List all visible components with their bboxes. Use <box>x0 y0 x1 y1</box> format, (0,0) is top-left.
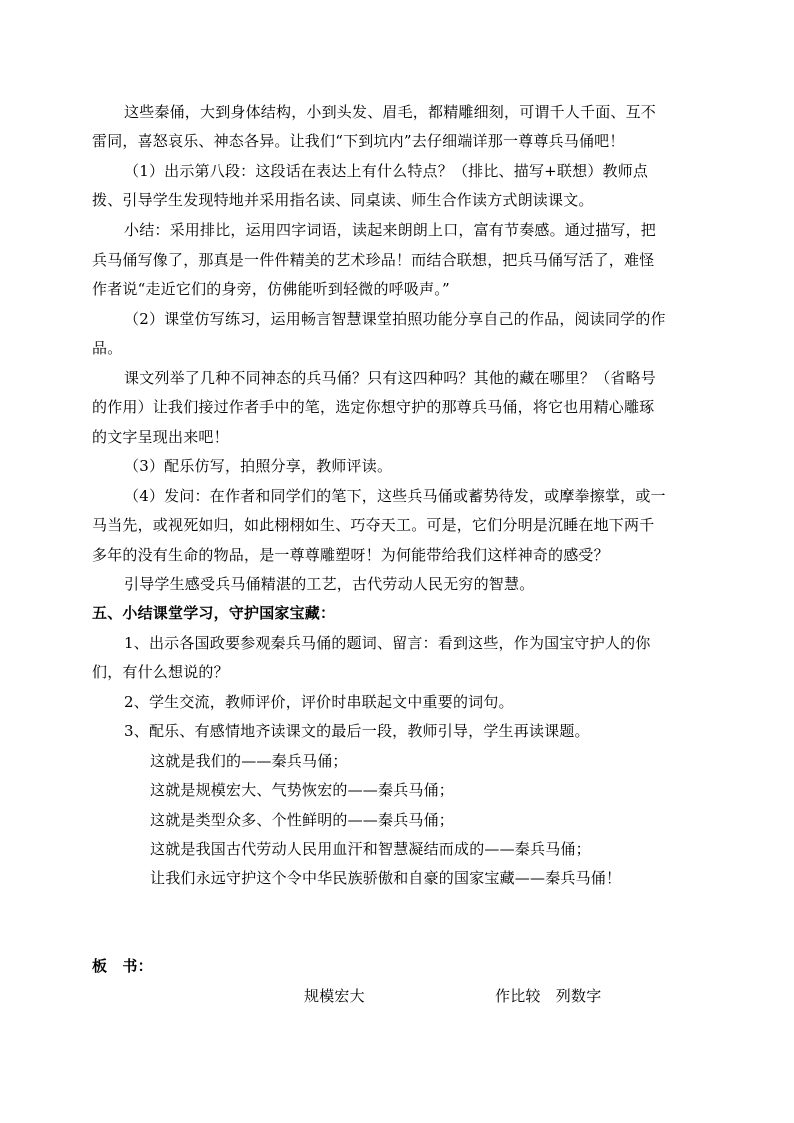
paragraph-line: 1、出示各国政要参观秦兵马俑的题词、留言：看到这些，作为国宝守护人的你 <box>124 634 651 652</box>
paragraph-line: 作者说“走近它们的身旁，仿佛能听到轻微的呼吸声。” <box>92 280 450 298</box>
paragraph-line: 3、配乐、有感情地齐读课文的最后一段，教师引导，学生再读课题。 <box>124 722 590 740</box>
board-label: 板 书： <box>92 957 153 975</box>
paragraph-line: （2）课堂仿写练习，运用畅言智慧课堂拍照功能分享自己的作品，阅读同学的作 <box>124 310 666 328</box>
paragraph-line: 课文列举了几种不同神态的兵马俑？只有这四种吗？其他的藏在哪里？（省略号 <box>124 369 657 387</box>
recitation-line: 这就是类型众多、个性鲜明的——秦兵马俑； <box>150 811 455 829</box>
paragraph-line: 2、学生交流，教师评价，评价时串联起文中重要的词句。 <box>124 693 514 711</box>
paragraph-line: 多年的没有生命的物品，是一尊尊雕塑呀！为何能带给我们这样神奇的感受？ <box>92 546 609 564</box>
paragraph-line: 小结：采用排比，运用四字词语，读起来朗朗上口，富有节奏感。通过描写，把 <box>124 221 657 239</box>
paragraph-line: 引导学生感受兵马俑精湛的工艺，古代劳动人民无穷的智慧。 <box>124 575 535 593</box>
paragraph-line: （4）发问：在作者和同学们的笔下，这些兵马俑或蓄势待发，或摩拳擦掌，或一 <box>124 487 666 505</box>
recitation-line: 这就是我们的——秦兵马俑； <box>150 752 348 770</box>
paragraph-line: 雷同，喜怒哀乐、神态各异。让我们“下到坑内”去仔细端详那一尊尊兵马俑吧！ <box>92 132 625 150</box>
paragraph-line: 兵马俑写像了，那真是一件件精美的艺术珍品！而结合联想，把兵马俑写活了，难怪 <box>92 251 655 269</box>
paragraph-line: 们，有什么想说的？ <box>92 663 229 681</box>
paragraph-line: 的文字呈现出来吧！ <box>92 428 229 446</box>
board-item: 作比较 列数字 <box>495 987 602 1005</box>
recitation-line: 让我们永远守护这个令中华民族骄傲和自豪的国家宝藏——秦兵马俑！ <box>150 869 622 887</box>
board-item: 规模宏大 <box>304 987 365 1005</box>
paragraph-line: 马当先，或视死如归，如此栩栩如生、巧夺天工。可是，它们分明是沉睡在地下两千 <box>92 516 655 534</box>
recitation-line: 这就是规模宏大、气势恢宏的——秦兵马俑； <box>150 781 455 799</box>
paragraph-line: 品。 <box>92 339 123 357</box>
paragraph-line: （1）出示第八段：这段话在表达上有什么特点？（排比、描写+联想）教师点 <box>124 162 649 180</box>
paragraph-line: （3）配乐仿写，拍照分享，教师评读。 <box>124 457 393 475</box>
recitation-line: 这就是我国古代劳动人民用血汗和智慧凝结而成的——秦兵马俑； <box>150 840 591 858</box>
paragraph-line: 这些秦俑，大到身体结构，小到头发、眉毛，都精雕细刻，可谓千人千面、互不 <box>124 103 657 121</box>
paragraph-line: 的作用）让我们接过作者手中的笔，选定你想守护的那尊兵马俑，将它也用精心雕琢 <box>92 398 655 416</box>
paragraph-line: 拨、引导学生发现特地并采用指名读、同桌读、师生合作读方式朗读课文。 <box>92 191 594 209</box>
section-heading: 五、小结课堂学习，守护国家宝藏： <box>92 604 336 622</box>
